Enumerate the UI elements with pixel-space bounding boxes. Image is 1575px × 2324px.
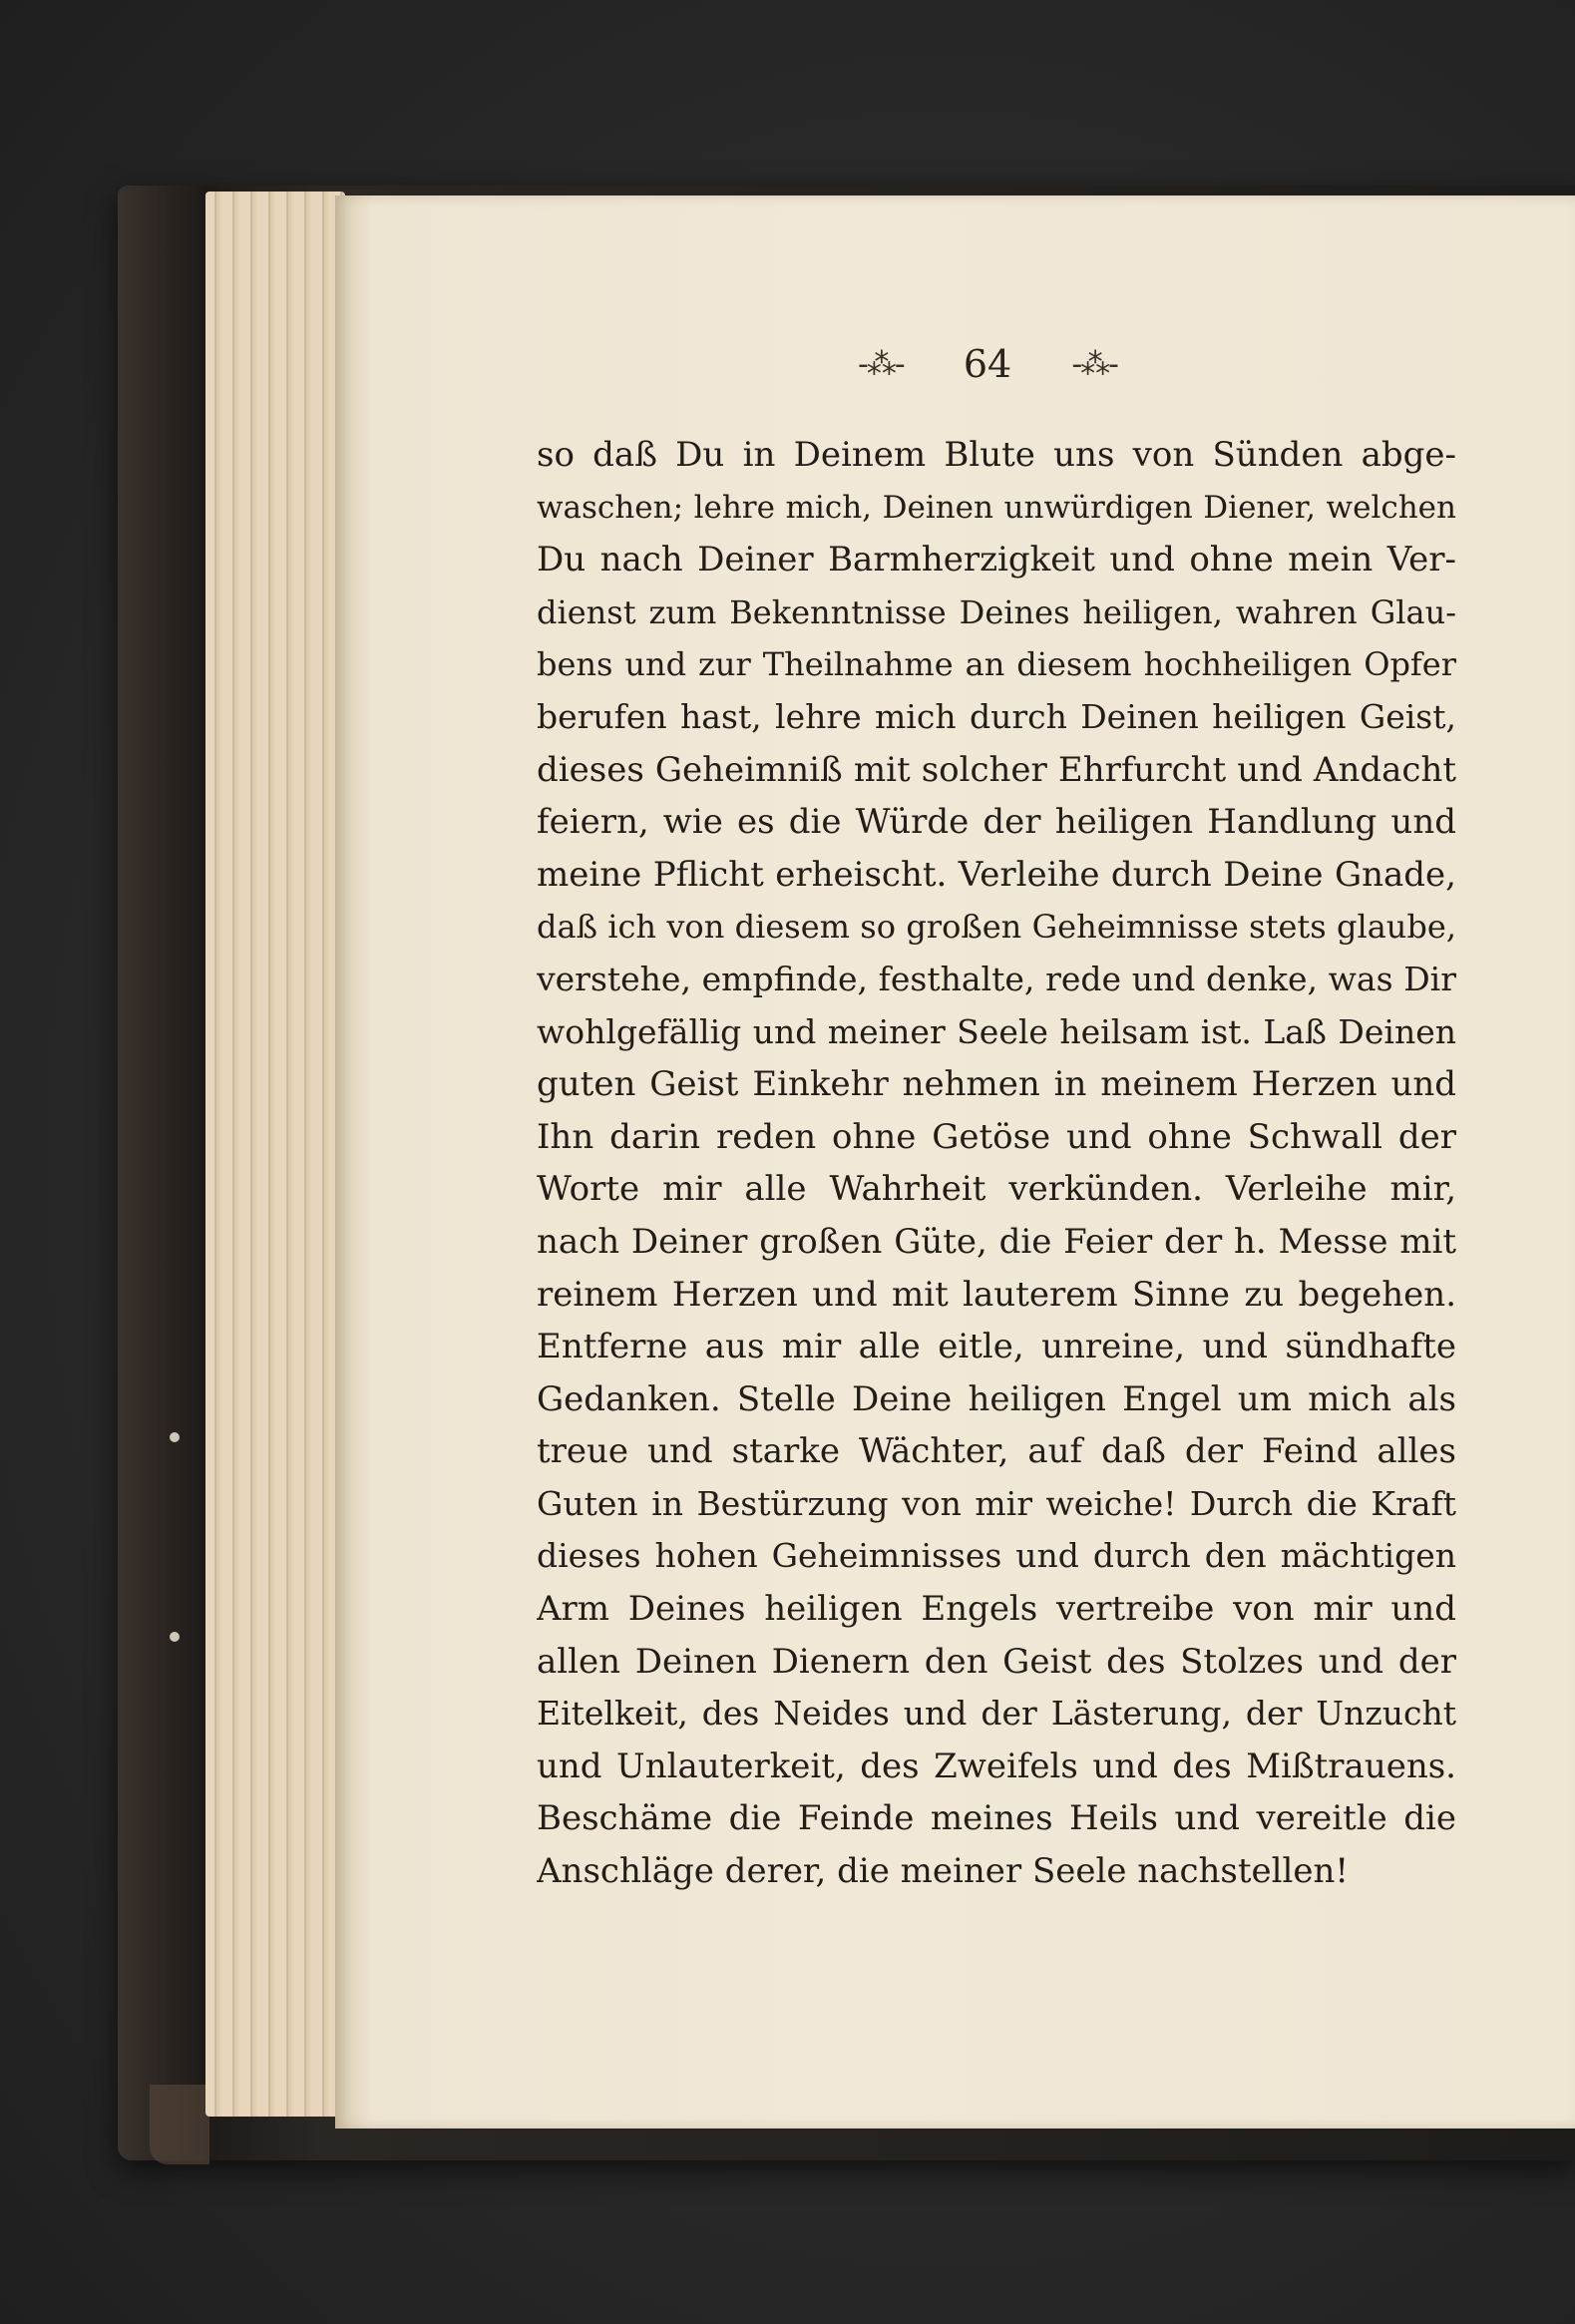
text-line: Arm Deines heiligen Engels vertreibe von mir und	[537, 1589, 1456, 1630]
text-line: dieses Geheimniß mit solcher Ehrfurcht und Andacht	[537, 749, 1456, 790]
ornament-right-icon: -⁂-	[1071, 346, 1117, 382]
text-line: Anschläge derer, die meiner Seele nachstellen!	[537, 1851, 1350, 1892]
text-line: Gedanken. Stelle Deine heiligen Engel um mich als	[537, 1378, 1456, 1419]
text-line: Beschäme die Feinde meines Heils und vereitle die	[537, 1798, 1456, 1839]
text-line: Guten in Bestürzung von mir weiche! Durch die Kraft	[537, 1483, 1456, 1523]
text-line: reinem Herzen und mit lauterem Sinne zu begehen.	[537, 1274, 1456, 1315]
text-line: treue und starke Wächter, auf daß der Feind alles	[537, 1431, 1456, 1472]
text-line: verstehe, empfinde, festhalte, rede und denke, was Dir	[537, 959, 1456, 998]
text-line: Du nach Deiner Barmherzigkeit und ohne mein Ver-	[537, 540, 1456, 581]
book-cover-corner	[150, 2085, 209, 2164]
ornament-left-icon: -⁂-	[858, 346, 904, 382]
text-line: Eitelkeit, des Neides und der Lästerung, der Unzucht	[537, 1694, 1456, 1734]
page-edges	[205, 192, 345, 2117]
text-line: waschen; lehre mich, Deinen unwürdigen Diener, welchen	[537, 489, 1456, 526]
body-text	[537, 429, 1456, 1898]
text-line: berufen hast, lehre mich durch Deinen heiligen Geist,	[537, 696, 1456, 736]
text-line: Ihn darin reden ohne Getöse und ohne Schwall der	[537, 1116, 1456, 1157]
text-line: daß ich von diesem so großen Geheimnisse stets glaube,	[537, 908, 1456, 947]
text-line: Entferne aus mir alle eitle, unreine, und sündhafte	[537, 1327, 1456, 1367]
text-line: guten Geist Einkehr nehmen in meinem Herzen und	[537, 1064, 1456, 1105]
text-line: Worte mir alle Wahrheit verkünden. Verleihe mir,	[537, 1169, 1456, 1210]
text-line: dieses hohen Geheimnisses und durch den mächtigen	[537, 1536, 1456, 1576]
spine-mark	[170, 1432, 180, 1442]
text-line: feiern, wie es die Würde der heiligen Handlung und	[537, 802, 1456, 843]
text-line: allen Deinen Dienern den Geist des Stolzes und der	[537, 1641, 1456, 1682]
text-line: meine Pflicht erheischt. Verleihe durch Deine Gnade,	[537, 854, 1456, 895]
text-line: dienst zum Bekenntnisse Deines heiligen, wahren Glau-	[537, 592, 1456, 631]
spine-mark	[170, 1632, 180, 1642]
text-line: so daß Du in Deinem Blute uns von Sünden abge-	[537, 435, 1456, 475]
text-line: bens und zur Theilnahme an diesem hochheiligen Opfer	[537, 645, 1456, 684]
text-line: und Unlauterkeit, des Zweifels und des Mißtrauens.	[537, 1745, 1456, 1786]
page-number: 64	[963, 342, 1012, 386]
text-line: nach Deiner großen Güte, die Feier der h. Messe mit	[537, 1221, 1456, 1262]
text-line: wohlgefällig und meiner Seele heilsam ist. Laß Deinen	[537, 1011, 1456, 1051]
